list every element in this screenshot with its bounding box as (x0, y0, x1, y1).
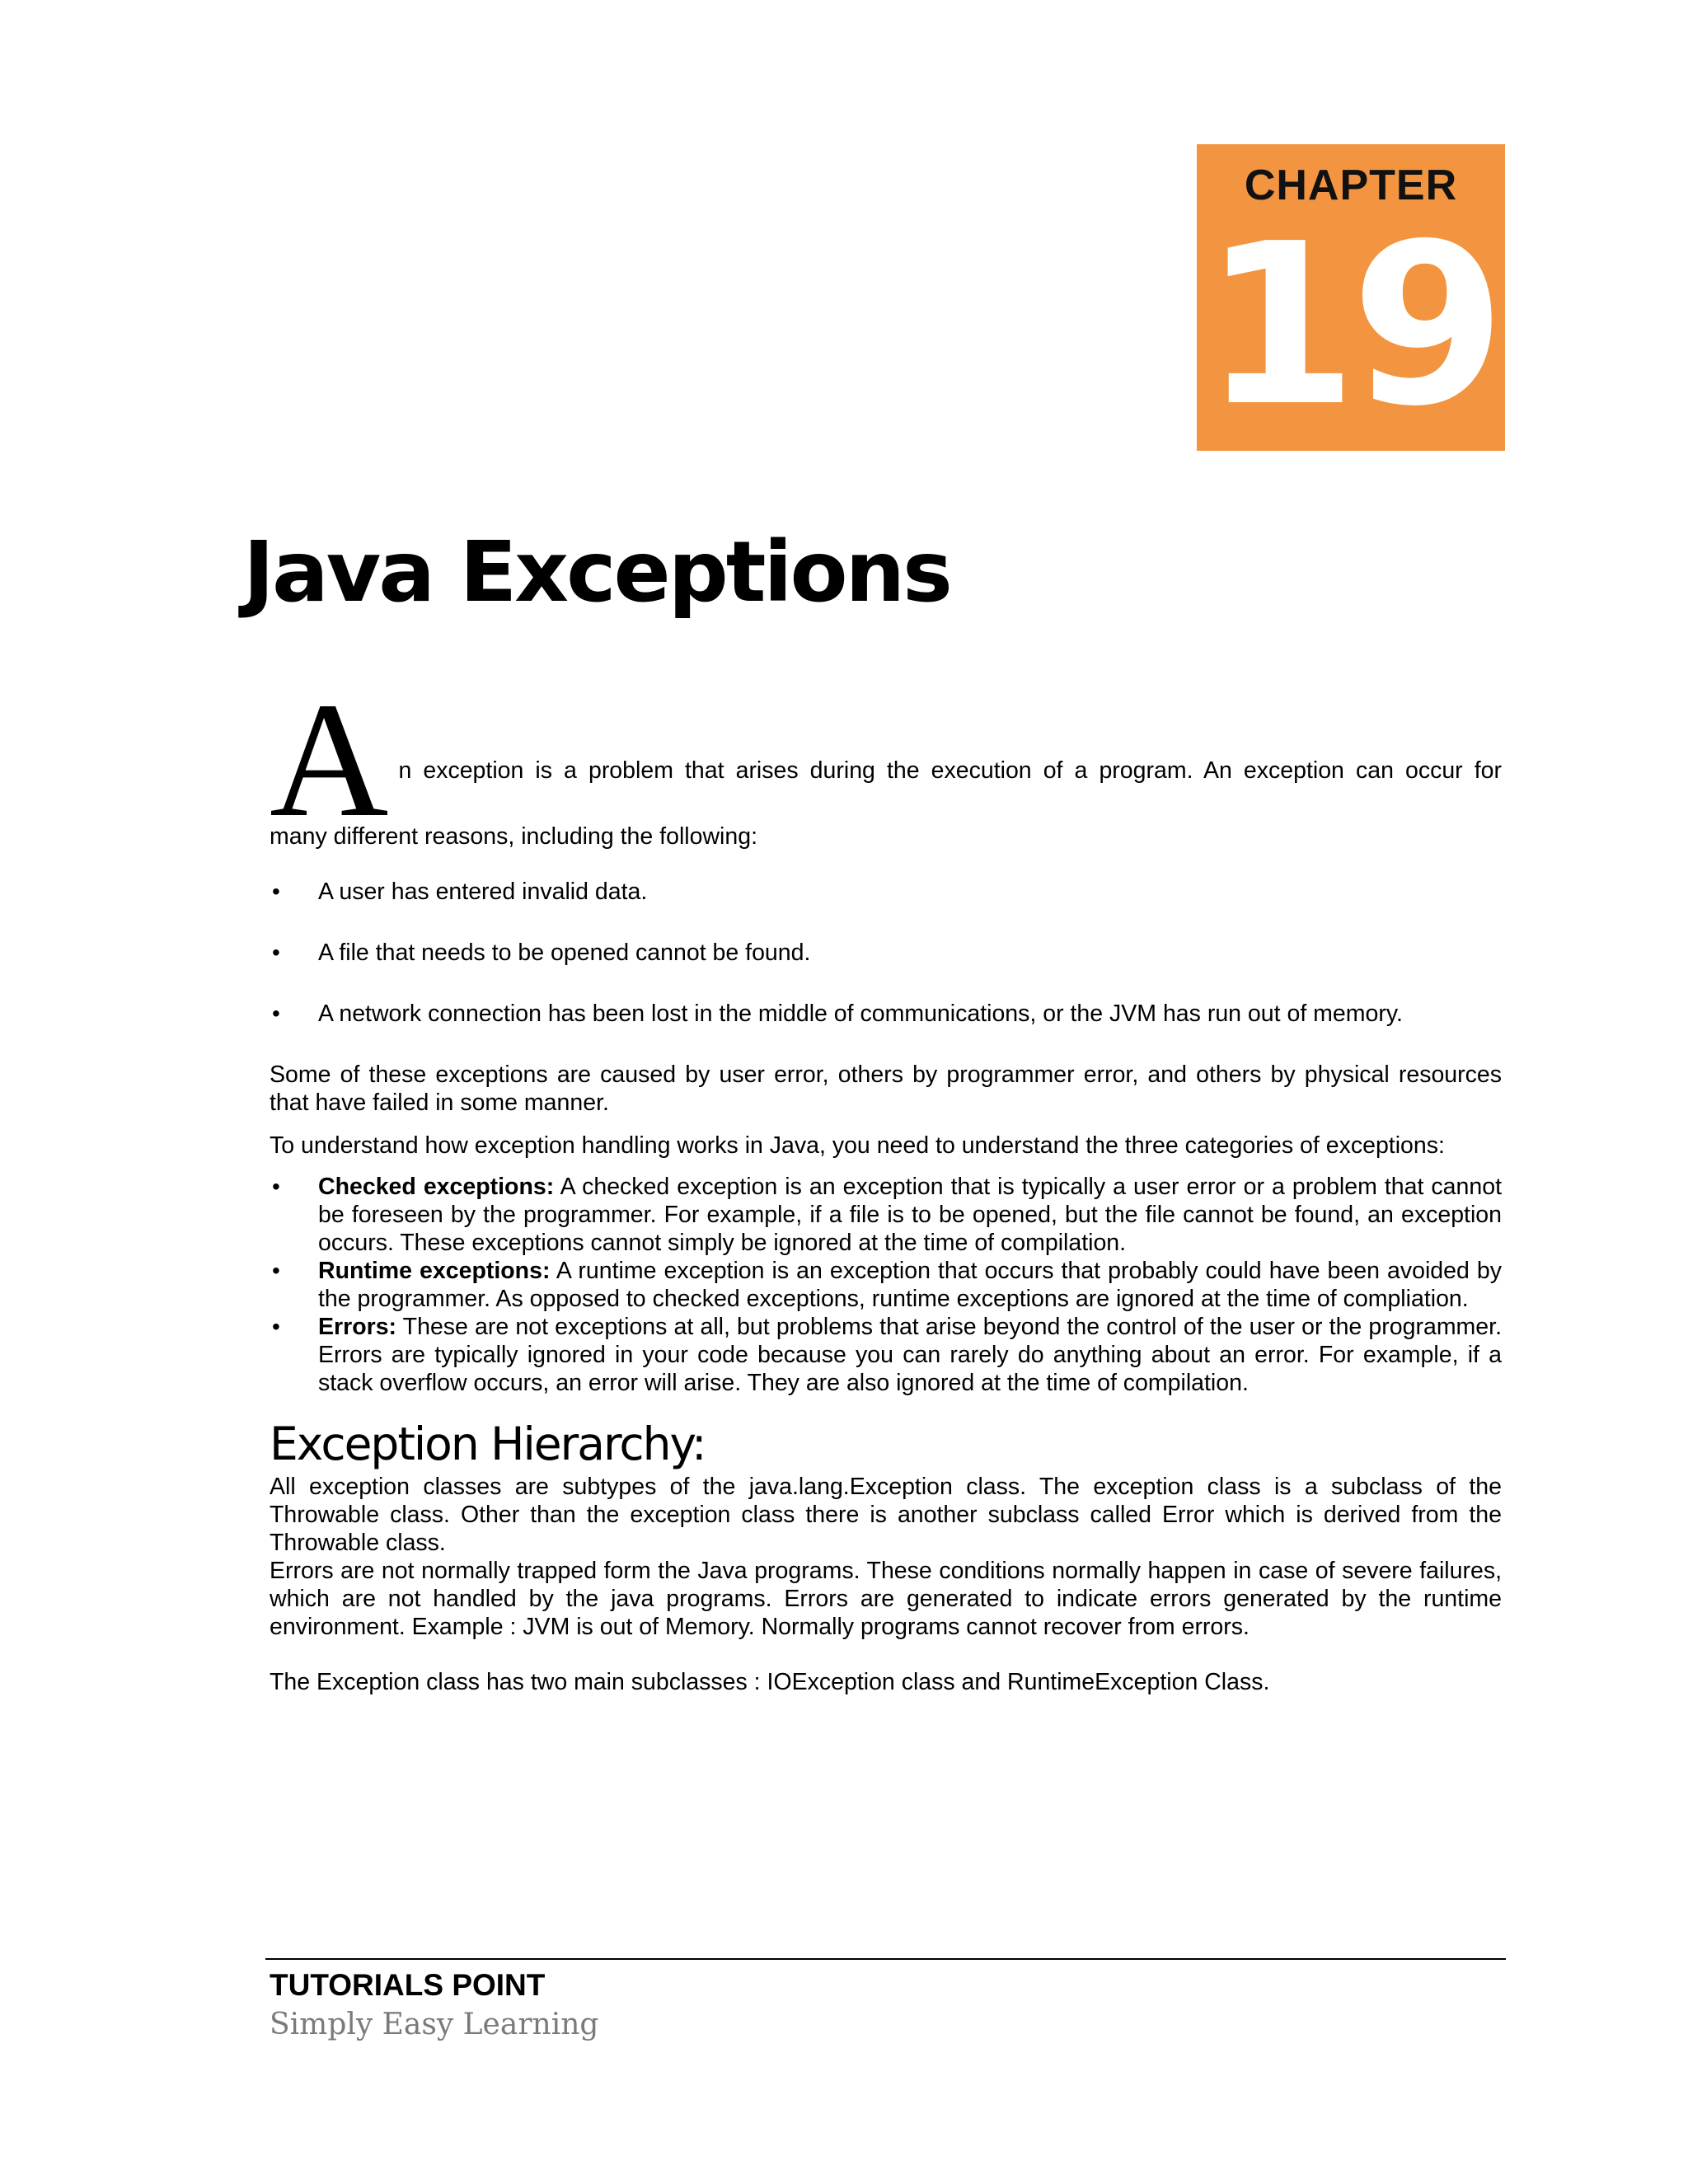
category-text: A checked exception is an exception that is typically a user error or a problem that cannot be foreseen by the programmer. For example, if a file is to be opened, but the file cannot be found, an exception occurs. These exceptions cannot simply be ignored at the time of compilation. (318, 1174, 1502, 1256)
hierarchy-paragraph-1: All exception classes are subtypes of the java.lang.Exception class. The exception class is a subclass of the Throwable class. Other than the exception class there is another subclass called Error which is derived from the Throwable class. (270, 1474, 1502, 1556)
category-term: Checked exceptions: (318, 1174, 555, 1200)
list-item: • A user has entered invalid data. (270, 878, 1502, 906)
chapter-number: 19 (1203, 195, 1499, 455)
intro-line-1: n exception is a problem that arises during the execution of a program. An exception can occur for (398, 757, 1502, 784)
list-item: • A file that needs to be opened cannot be found. (270, 939, 1502, 967)
hierarchy-paragraph-2: Errors are not normally trapped form the Java programs. These conditions normally happen in case of severe failures, which are not handled by the java programs. Errors are generated to indicate errors generated by the runtime environment. Example : JVM is out of Memory. Normally programs cannot recover from errors. (270, 1558, 1502, 1640)
drop-cap: A (270, 669, 389, 851)
categories-intro-paragraph: To understand how exception handling works in Java, you need to understand the three categories of exceptions: (270, 1132, 1445, 1159)
reasons-list (270, 878, 1502, 1028)
category-term: Runtime exceptions: (318, 1258, 551, 1284)
category-text: A runtime exception is an exception that occurs that probably could have been avoided by the programmer. As opposed to checked exceptions, runtime exceptions are ignored at the time of compliation. (318, 1258, 1502, 1312)
hierarchy-paragraph-3: The Exception class has two main subclasses : IOException class and RuntimeException Class. (270, 1669, 1270, 1695)
footer-tagline: Simply Easy Learning (270, 2008, 599, 2041)
chapter-label: CHAPTER (1244, 162, 1458, 209)
section-heading: Exception Hierarchy: (270, 1418, 706, 1470)
footer-brand: TUTORIALS POINT (270, 1968, 546, 2002)
page-title: Java Exceptions (243, 523, 950, 621)
intro-line-2: many different reasons, including the following: (270, 823, 757, 850)
list-item (270, 1313, 1502, 1397)
list-item (270, 1173, 1502, 1257)
causes-paragraph: Some of these exceptions are caused by user error, others by programmer error, and others by physical resources that have failed in some manner. (270, 1062, 1502, 1116)
list-item (270, 1257, 1502, 1313)
category-term: Errors: (318, 1314, 397, 1340)
category-text: These are not exceptions at all, but problems that arise beyond the control of the user or the programmer. Errors are typically ignored in your code because you can rarely do anything about an error. For example, if a stack overflow occurs, an error will arise. They are also ignored at the time of compilation. (318, 1314, 1502, 1396)
main-content (270, 669, 1502, 1696)
chapter-badge (1197, 144, 1505, 455)
categories-list (270, 1173, 1502, 1397)
list-item: • A network connection has been lost in the middle of communications, or the JVM has run out of memory. (270, 1000, 1502, 1028)
intro-paragraph (270, 669, 1502, 851)
footer-divider (265, 1958, 1506, 1960)
